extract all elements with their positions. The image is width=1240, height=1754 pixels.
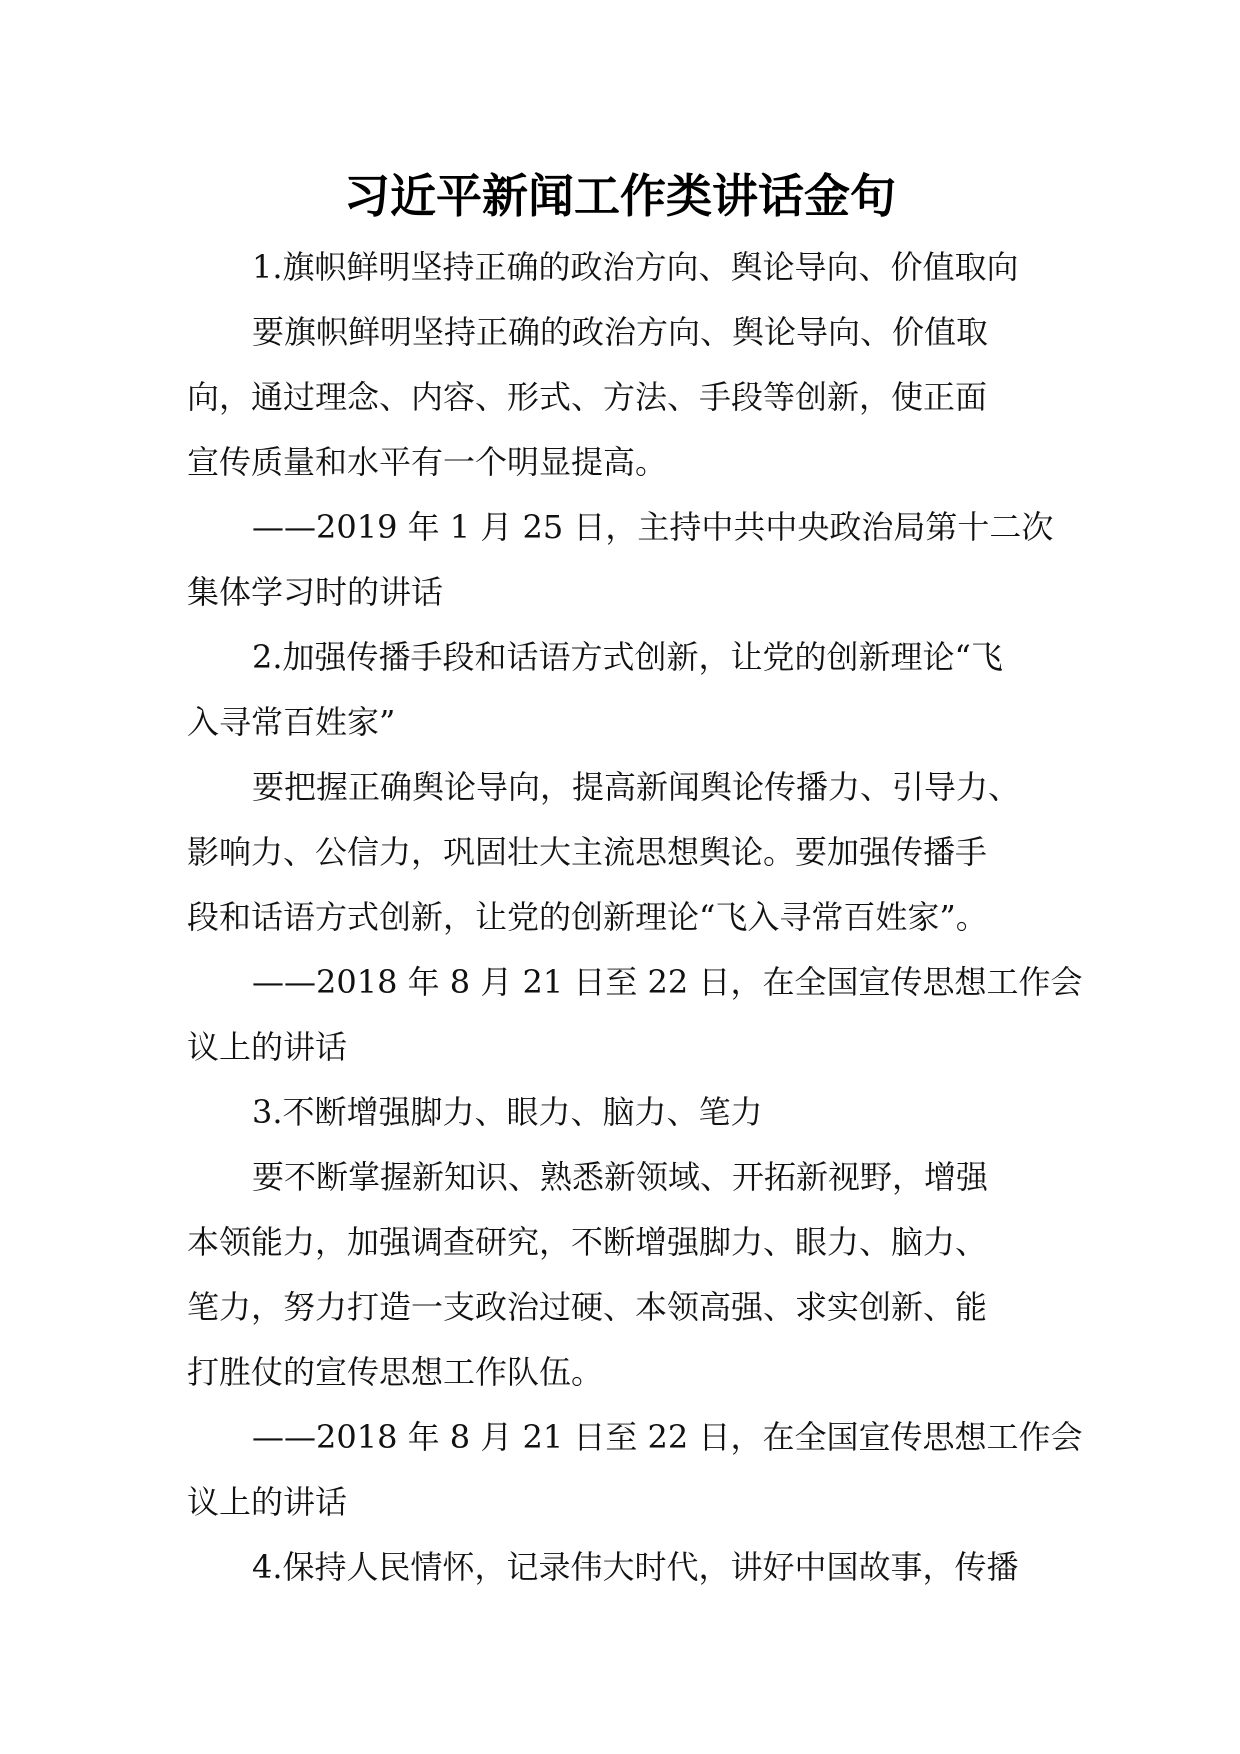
document-title: 习近平新闻工作类讲话金句 [344, 169, 896, 223]
section-heading-3: 3.不断增强脚力、眼力、脑力、笔力 [252, 1093, 763, 1131]
paragraph-line: 要把握正确舆论导向，提高新闻舆论传播力、引导力、 [252, 768, 1021, 806]
paragraph-line: 笔力，努力打造一支政治过硬、本领高强、求实创新、能 [187, 1288, 988, 1326]
section-heading-1: 1.旗帜鲜明坚持正确的政治方向、舆论导向、价值取向 [252, 248, 1019, 286]
source-line: 议上的讲话 [187, 1483, 348, 1521]
paragraph-line: 向，通过理念、内容、形式、方法、手段等创新，使正面 [187, 378, 988, 416]
source-line: 集体学习时的讲话 [187, 573, 444, 611]
source-line: 议上的讲话 [187, 1028, 348, 1066]
source-line: ——2018 年 8 月 21 日至 22 日，在全国宣传思想工作会 [252, 1418, 1083, 1456]
source-line: ——2018 年 8 月 21 日至 22 日，在全国宣传思想工作会 [252, 963, 1083, 1001]
paragraph-line: 段和话语方式创新，让党的创新理论“飞入寻常百姓家”。 [187, 898, 988, 936]
source-line: ——2019 年 1 月 25 日，主持中共中央政治局第十二次 [252, 508, 1054, 546]
paragraph-line: 影响力、公信力，巩固壮大主流思想舆论。要加强传播手 [187, 833, 988, 871]
section-heading-4: 4.保持人民情怀，记录伟大时代，讲好中国故事，传播 [252, 1548, 1019, 1586]
paragraph-line: 宣传质量和水平有一个明显提高。 [187, 443, 668, 481]
paragraph-line: 要旗帜鲜明坚持正确的政治方向、舆论导向、价值取 [252, 313, 989, 351]
document-body [187, 235, 1083, 1600]
paragraph-line: 要不断掌握新知识、熟悉新领域、开拓新视野，增强 [252, 1158, 989, 1196]
section-heading-2: 2.加强传播手段和话语方式创新，让党的创新理论“飞 [252, 638, 1003, 676]
paragraph-line: 打胜仗的宣传思想工作队伍。 [187, 1353, 604, 1391]
paragraph-line: 本领能力，加强调查研究，不断增强脚力、眼力、脑力、 [187, 1223, 988, 1261]
section-heading-2-continued: 入寻常百姓家” [187, 703, 396, 741]
